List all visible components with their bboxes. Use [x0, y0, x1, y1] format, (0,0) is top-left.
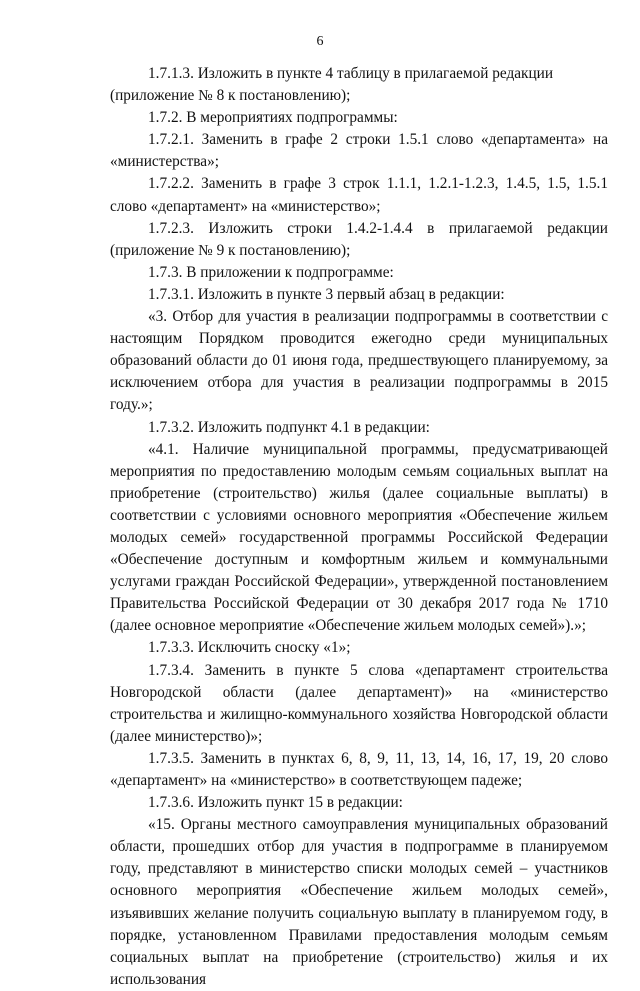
paragraph-1-7-2: 1.7.2. В мероприятиях подпрограммы: [148, 109, 398, 127]
paragraph-1-7-2-3: 1.7.2.3. Изложить строки 1.4.2-1.4.4 в прилагаемой редакции (приложение № 9 к постановлению); [110, 219, 608, 259]
paragraph-1-7-2-2: 1.7.2.2. Заменить в графе 3 строк 1.1.1, 1.2.1-1.2.3, 1.4.5, 1.5, 1.5.1 слово «департамент» на «министерство»; [110, 175, 608, 215]
page-number: 6 [316, 34, 324, 49]
paragraph-quote-15: «15. Органы местного самоуправления муниципальных образований области, прошедших отбор для участия в подпрограмме в планируемом году, представляют в министерство списки молодых семей – участников основного мероприятия «Обеспечение жильем молодых семей», изъявивших желание получить социальную выплату в планируемом году, в порядке, установленном Правилами предоставления молодым семьям социальных выплат на приобретение (строительство) жилья и их использования [110, 816, 608, 988]
paragraph-1-7-3-2: 1.7.3.2. Изложить подпункт 4.1 в редакции: [148, 418, 430, 436]
paragraph-1-7-3-4: 1.7.3.4. Заменить в пункте 5 слова «департамент строительства Новгородской области (далее департамент)» на «министерство строительства и жилищно-коммунального хозяйства Новгородской области (далее министерство)»; [110, 661, 608, 745]
paragraph-1-7-3-6: 1.7.3.6. Изложить пункт 15 в редакции: [148, 794, 403, 812]
paragraph-1-7-3-1: 1.7.3.1. Изложить в пункте 3 первый абзац в редакции: [148, 285, 505, 303]
paragraph-quote-4-1: «4.1. Наличие муниципальной программы, предусматривающей мероприятия по предоставлению молодым семьям социальных выплат на приобретение (строительство) жилья (далее социальные выплаты) в соответствии с условиями основного мероприятия «Обеспечение жильем молодых семей» государственной программы Российской Федерации «Обеспечение доступным и комфортным жильем и коммунальными услугами граждан Российской Федерации», утвержденной постановлением Правительства Российской Федерации от 30 декабря 2017 года № 1710 (далее основное мероприятие «Обеспечение жильем молодых семей»).»; [110, 440, 608, 635]
paragraph-1-7-3: 1.7.3. В приложении к подпрограмме: [148, 263, 394, 281]
paragraph-quote-3: «3. Отбор для участия в реализации подпрограммы в соответствии с настоящим Порядком проводится ежегодно среди муниципальных образований области до 01 июня года, предшествующего планируемому, за исключением отбора для участия в реализации подпрограммы в 2015 году.»; [110, 308, 608, 414]
paragraph-1-7-1-3: 1.7.1.3. Изложить в пункте 4 таблицу в прилагаемой редакции (приложение № 8 к постановлению); [110, 65, 554, 105]
document-body [110, 63, 608, 991]
paragraph-1-7-3-3: 1.7.3.3. Исключить сноску «1»; [148, 639, 351, 657]
paragraph-1-7-3-5: 1.7.3.5. Заменить в пунктах 6, 8, 9, 11, 13, 14, 16, 17, 19, 20 слово «департамент» на «министерство» в соответствующем падеже; [110, 749, 608, 789]
paragraph-1-7-2-1: 1.7.2.1. Заменить в графе 2 строки 1.5.1 слово «департамента» на «министерства»; [110, 131, 608, 171]
